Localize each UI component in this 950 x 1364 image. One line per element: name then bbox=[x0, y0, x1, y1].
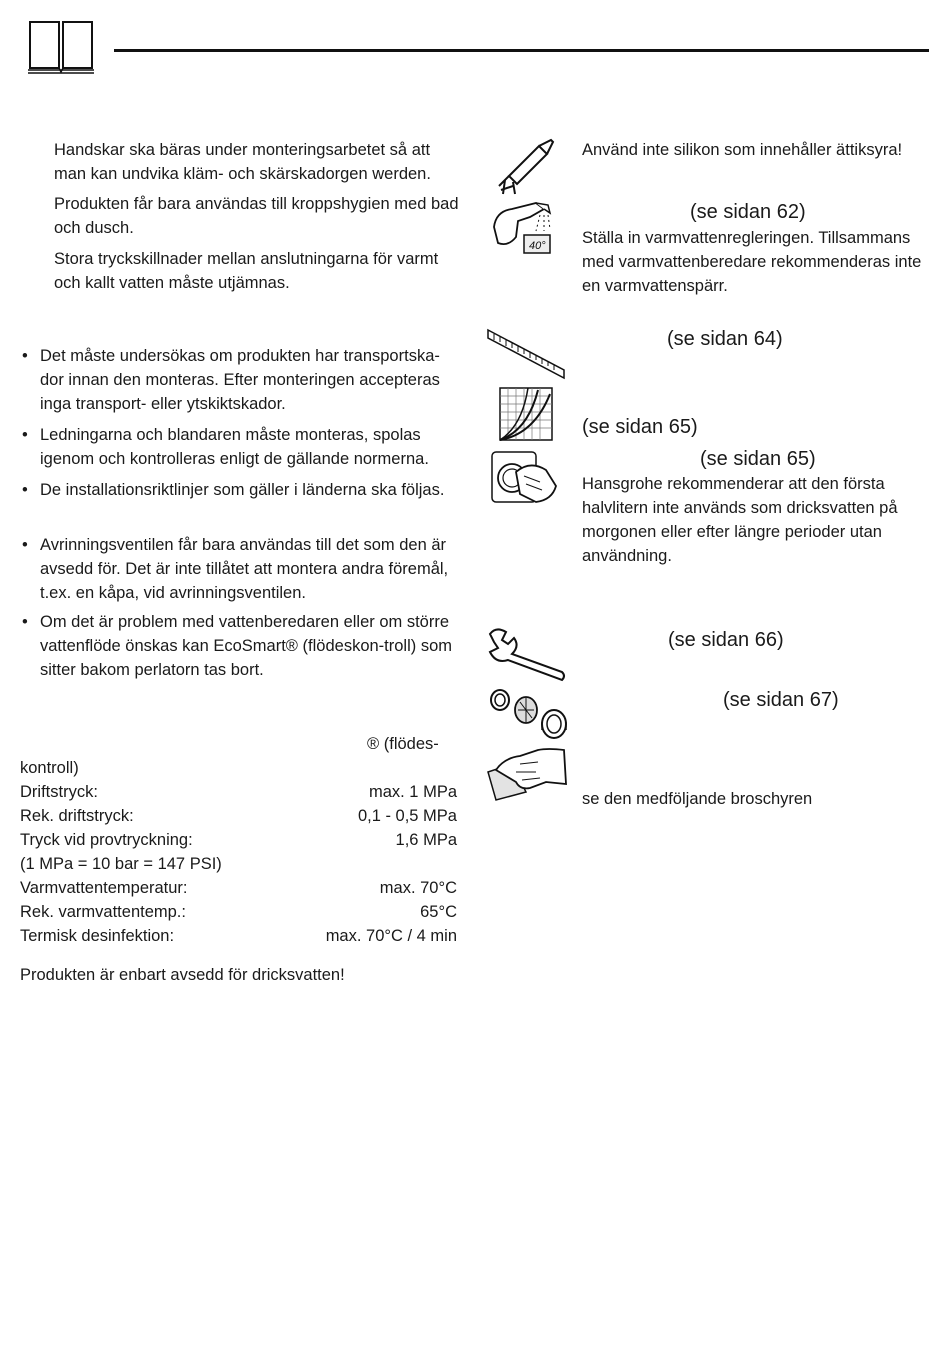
flow-graph-icon bbox=[498, 386, 554, 442]
page-ref-65-b: (se sidan 65) bbox=[700, 448, 816, 470]
book-icon bbox=[26, 18, 96, 76]
bullet-item: • De installationsriktlinjer som gäller i länderna ska följas. bbox=[20, 478, 462, 502]
tech-row: Driftstryck: max. 1 MPa bbox=[20, 783, 457, 801]
wrench-icon bbox=[486, 626, 568, 682]
tech-row: Varmvattentemperatur: max. 70°C bbox=[20, 879, 457, 897]
bullet-item: • Det måste undersökas om produkten har transportska-dor innan den monteras. Efter monteringen accepteras inga transport- eller ytskiktskador. bbox=[20, 344, 462, 416]
page-ref-66: (se sidan 66) bbox=[668, 629, 784, 651]
svg-text:40°: 40° bbox=[529, 240, 546, 252]
tech-row: (1 MPa = 10 bar = 147 PSI) bbox=[20, 855, 222, 873]
bullet-item: • Om det är problem med vattenberedaren eller om större vattenflöde önskas kan EcoSmart® (flödeskon-troll) som sitter bakom perlatorn tas bort. bbox=[20, 610, 462, 682]
page-ref-62: (se sidan 62) bbox=[690, 201, 806, 223]
safety-3: Stora tryckskillnader mellan anslutningarna för varmt och kallt vatten måste utjämnas. bbox=[54, 250, 439, 292]
drinking-water-note: Produkten är enbart avsedd för dricksvatten! bbox=[20, 966, 345, 984]
silicone-warning: Använd inte silikon som innehåller ättiksyra! bbox=[582, 141, 903, 159]
tech-row: Termisk desinfektion: max. 70°C / 4 min bbox=[20, 927, 457, 945]
header-rule bbox=[114, 49, 929, 52]
bullet-item: • Ledningarna och blandaren måste monteras, spolas igenom och kontrolleras enligt de gällande normerna. bbox=[20, 423, 462, 471]
thermostat-knob-hand-icon bbox=[490, 446, 560, 506]
tech-row: Rek. varmvattentemp.: 65°C bbox=[20, 903, 457, 921]
tech-row: Tryck vid provtryckning: 1,6 MPa bbox=[20, 831, 457, 849]
ruler-icon bbox=[486, 326, 566, 382]
hot-water-text: Ställa in varmvattenregleringen. Tillsammans med varmvattenberedare rekommenderas inte en varmvattenspärr. bbox=[582, 229, 922, 295]
bullet-item: • Avrinningsventilen får bara användas till det som den är avsedd för. Det är inte tillåtet att montera andra föremål, t.ex. en kåpa, vid avrinningsventilen. bbox=[20, 533, 462, 605]
safety-2: Produkten får bara användas till kroppshygien med bad och dusch. bbox=[54, 195, 459, 237]
brochure-note: se den medföljande broschyren bbox=[582, 790, 813, 808]
tech-head-2: kontroll) bbox=[20, 759, 79, 777]
page-ref-64: (se sidan 64) bbox=[667, 328, 783, 350]
hansgrohe-recommendation: Hansgrohe rekommenderar att den första halvlitern inte används som dricksvatten på morgonen eller efter längre perioder utan användning. bbox=[582, 475, 898, 565]
tech-head: ® (flödes- bbox=[367, 735, 439, 753]
page-ref-67: (se sidan 67) bbox=[723, 689, 839, 711]
tech-row: Rek. driftstryck: 0,1 - 0,5 MPa bbox=[20, 807, 457, 825]
thermometer-hand-icon bbox=[490, 197, 560, 259]
page-ref-65-a: (se sidan 65) bbox=[582, 416, 698, 438]
safety-1: Handskar ska bäras under monteringsarbetet så att man kan undvika kläm- och skärskadorgen werden. bbox=[54, 141, 431, 183]
cleaning-hand-icon bbox=[486, 744, 568, 802]
silicone-gun-icon bbox=[495, 138, 557, 196]
aerator-parts-icon bbox=[488, 686, 570, 742]
